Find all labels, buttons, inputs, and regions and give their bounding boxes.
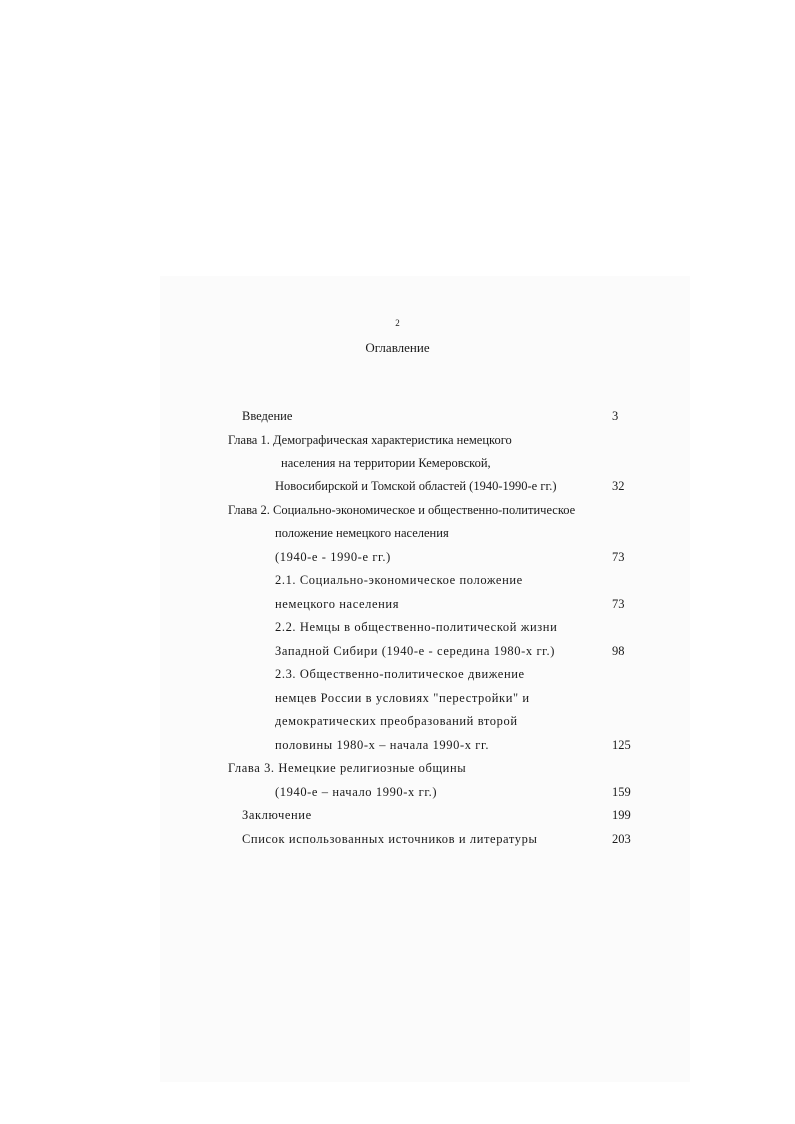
toc-s22-line2: Западной Сибири (1940-е - середина 1980-х гг.): [275, 644, 555, 658]
toc-sources-text: Список использованных источников и литературы: [242, 832, 538, 846]
toc-s22-page: 98: [612, 644, 625, 658]
toc-s23-line4: половины 1980-х – начала 1990-х гг.: [275, 738, 490, 752]
toc-conclusion-page: 199: [612, 808, 631, 822]
toc-s22-line1: 2.2. Немцы в общественно-политической жизни: [275, 620, 558, 634]
toc-s23-line2: немцев России в условиях "перестройки" и: [275, 691, 530, 705]
toc-s21-line2: немецкого населения: [275, 597, 400, 611]
toc-s21-page: 73: [612, 597, 625, 611]
toc-s23-line3: демократических преобразований второй: [275, 714, 518, 728]
toc-ch3-line1: Глава 3. Немецкие религиозные общины: [228, 761, 467, 775]
toc-ch3-page: 159: [612, 785, 631, 799]
toc-ch1-line3: Новосибирской и Томской областей (1940-1990-е гг.): [275, 479, 557, 493]
toc-sources-page: 203: [612, 832, 631, 846]
toc-intro-text: Введение: [242, 409, 293, 423]
toc-ch1-line2: населения на территории Кемеровской,: [281, 456, 491, 470]
toc-ch2-line3: (1940-е - 1990-е гг.): [275, 550, 391, 564]
toc-ch2-page: 73: [612, 550, 625, 564]
toc-s21-line1: 2.1. Социально-экономическое положение: [275, 573, 523, 587]
toc-s23-page: 125: [612, 738, 631, 752]
toc-ch2-line2: положение немецкого населения: [275, 526, 449, 540]
page-title: Оглавление: [365, 340, 430, 355]
toc-conclusion-text: Заключение: [242, 808, 312, 822]
page-number: 2: [395, 318, 400, 328]
toc-ch3-line2: (1940-е – начало 1990-х гг.): [275, 785, 438, 799]
toc-ch1-line1: Глава 1. Демографическая характеристика немецкого: [228, 433, 512, 447]
toc-s23-line1: 2.3. Общественно-политическое движение: [275, 667, 525, 681]
toc-ch1-page: 32: [612, 479, 625, 493]
toc-ch2-line1: Глава 2. Социально-экономическое и общественно-политическое: [228, 503, 576, 517]
toc-intro-page: 3: [612, 409, 619, 423]
